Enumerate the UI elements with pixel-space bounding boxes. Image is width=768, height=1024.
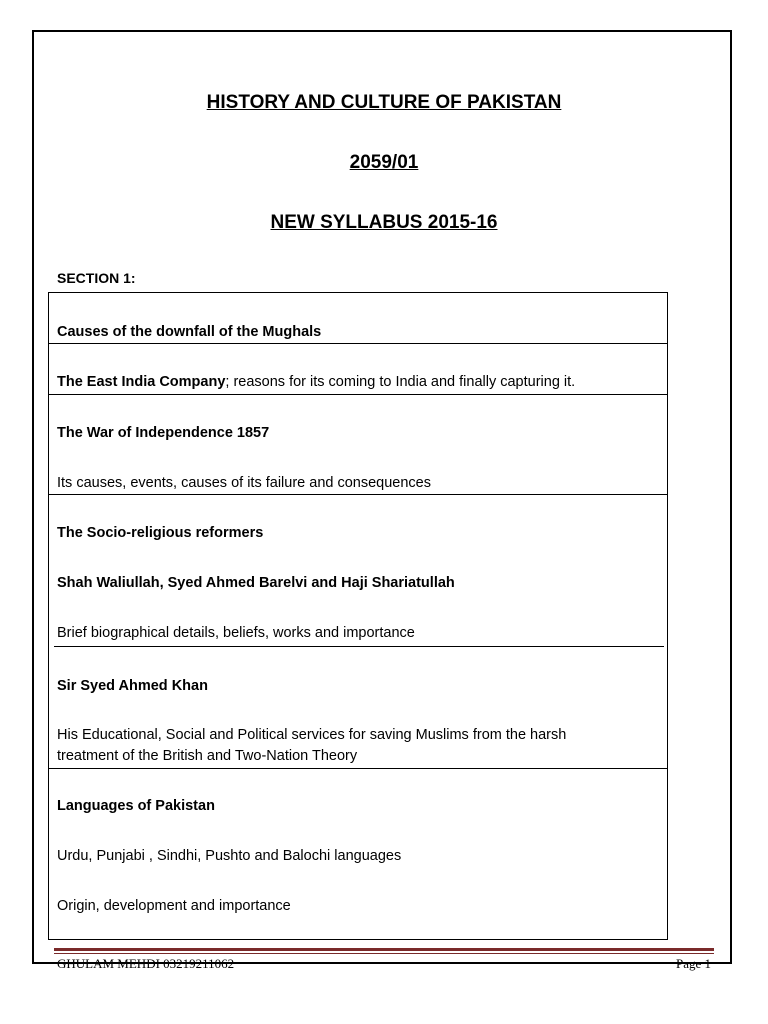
footer-author: GHULAM MEHDI 03219211062 xyxy=(57,956,235,971)
topic-east-india-company-detail: ; reasons for its coming to India and finally capturing it. xyxy=(225,374,576,390)
syllabus-title: NEW SYLLABUS 2015-16 xyxy=(270,212,498,233)
row-divider xyxy=(54,646,664,647)
topic-sir-syed-detail-line2: treatment of the British and Two-Nation Theory xyxy=(57,748,358,764)
topic-sir-syed-detail-line1: His Educational, Social and Political services for saving Muslims from the harsh xyxy=(57,727,567,743)
footer-page-number: Page 1 xyxy=(675,956,711,971)
topic-reformers-detail: Brief biographical details, beliefs, works and importance xyxy=(57,625,415,641)
footer-rule-thin xyxy=(54,953,714,954)
topic-east-india-company-heading: The East India Company xyxy=(57,374,226,390)
topic-languages: Languages of Pakistan xyxy=(57,798,215,814)
topic-east-india-company xyxy=(57,374,575,390)
topic-war-of-independence: The War of Independence 1857 xyxy=(57,425,270,441)
paper-code: 2059/01 xyxy=(349,152,419,173)
footer-rule xyxy=(54,948,714,951)
topic-mughals: Causes of the downfall of the Mughals xyxy=(57,324,322,340)
row-divider xyxy=(48,494,668,495)
topic-war-of-independence-detail: Its causes, events, causes of its failure and consequences xyxy=(57,475,431,491)
topic-reformers: The Socio-religious reformers xyxy=(57,525,264,541)
row-divider xyxy=(48,768,668,769)
section-label: SECTION 1: xyxy=(57,270,136,286)
row-divider xyxy=(48,343,668,344)
topic-reformers-names: Shah Waliullah, Syed Ahmed Barelvi and Haji Shariatullah xyxy=(57,575,455,591)
topic-sir-syed: Sir Syed Ahmed Khan xyxy=(57,678,208,694)
topic-languages-list: Urdu, Punjabi , Sindhi, Pushto and Balochi languages xyxy=(57,848,402,864)
document-title: HISTORY AND CULTURE OF PAKISTAN xyxy=(206,92,562,113)
topic-languages-detail: Origin, development and importance xyxy=(57,898,291,914)
row-divider xyxy=(48,394,668,395)
